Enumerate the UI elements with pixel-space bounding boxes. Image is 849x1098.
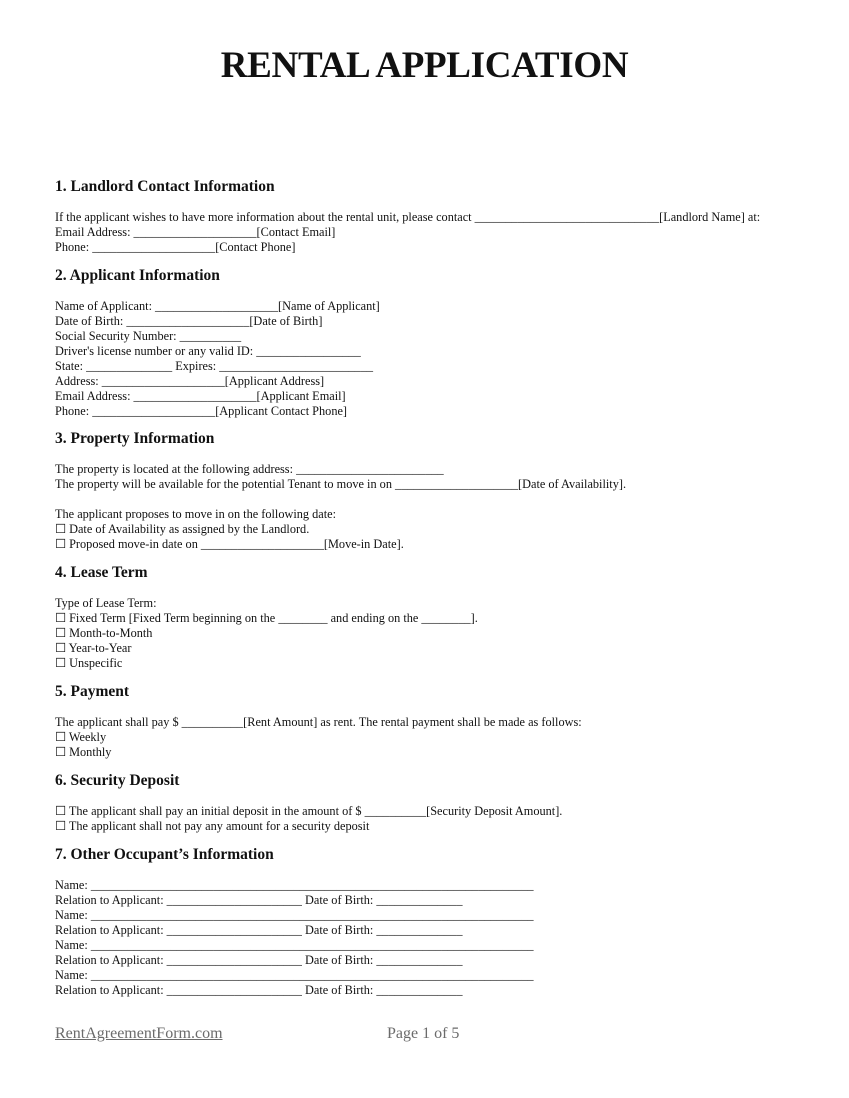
text-line: Date of Birth: ____________________[Date of Birth] bbox=[55, 314, 323, 328]
text-line: Email Address: ____________________[Applicant Email] bbox=[55, 389, 346, 403]
checkbox-option[interactable]: ☐ Weekly bbox=[55, 730, 107, 744]
section-security-deposit bbox=[55, 772, 815, 834]
section-heading: 3. Property Information bbox=[55, 430, 215, 447]
text-line: Relation to Applicant: ______________________ Date of Birth: ______________ bbox=[55, 983, 463, 997]
text-line: Name: ________________________________________________________________________ bbox=[55, 878, 534, 892]
text-line: State: ______________ Expires: _________________________ bbox=[55, 359, 373, 373]
section-heading: 1. Landlord Contact Information bbox=[55, 178, 275, 195]
checkbox-option[interactable]: ☐ Fixed Term [Fixed Term beginning on the ________ and ending on the ________]. bbox=[55, 611, 478, 625]
text-line: Email Address: ____________________[Contact Email] bbox=[55, 225, 336, 239]
section-landlord-contact bbox=[55, 178, 815, 255]
text-line: Name: ________________________________________________________________________ bbox=[55, 938, 534, 952]
section-lease-term bbox=[55, 564, 815, 671]
section-heading: 5. Payment bbox=[55, 683, 130, 700]
text-line: Address: ____________________[Applicant Address] bbox=[55, 374, 325, 388]
section-heading: 6. Security Deposit bbox=[55, 772, 180, 789]
spacer bbox=[55, 492, 815, 507]
text-line: Phone: ____________________[Applicant Contact Phone] bbox=[55, 404, 348, 418]
section-heading: 7. Other Occupant’s Information bbox=[55, 846, 274, 863]
checkbox-option[interactable]: ☐ The applicant shall not pay any amount for a security deposit bbox=[55, 819, 370, 833]
checkbox-option[interactable]: ☐ Date of Availability as assigned by the Landlord. bbox=[55, 522, 310, 536]
text-line: The property will be available for the potential Tenant to move in on ____________________[Date of Availability]. bbox=[55, 477, 627, 491]
page-number: Page 1 of 5 bbox=[387, 1025, 460, 1042]
document-title: RENTAL APPLICATION bbox=[220, 45, 629, 86]
text-line: The applicant shall pay $ __________[Rent Amount] as rent. The rental payment shall be made as follows: bbox=[55, 715, 582, 729]
checkbox-option[interactable]: ☐ Proposed move-in date on ____________________[Move-in Date]. bbox=[55, 537, 404, 551]
text-line: Social Security Number: __________ bbox=[55, 329, 242, 343]
text-line: Name of Applicant: ____________________[Name of Applicant] bbox=[55, 299, 380, 313]
section-payment bbox=[55, 683, 815, 760]
checkbox-option[interactable]: ☐ The applicant shall pay an initial deposit in the amount of $ __________[Security Deposit Amount]. bbox=[55, 804, 563, 818]
text-line: The property is located at the following address: ________________________ bbox=[55, 462, 444, 476]
text-line: Name: ________________________________________________________________________ bbox=[55, 908, 534, 922]
text-line: Relation to Applicant: ______________________ Date of Birth: ______________ bbox=[55, 893, 463, 907]
section-applicant-info bbox=[55, 267, 815, 419]
checkbox-option[interactable]: ☐ Unspecific bbox=[55, 656, 123, 670]
text-line: The applicant proposes to move in on the following date: bbox=[55, 507, 337, 521]
checkbox-option[interactable]: ☐ Month-to-Month bbox=[55, 626, 153, 640]
text-line: Driver's license number or any valid ID: _________________ bbox=[55, 344, 361, 358]
section-property-info bbox=[55, 430, 815, 552]
section-heading: 4. Lease Term bbox=[55, 564, 148, 581]
text-line: Relation to Applicant: ______________________ Date of Birth: ______________ bbox=[55, 953, 463, 967]
checkbox-option[interactable]: ☐ Monthly bbox=[55, 745, 112, 759]
checkbox-option[interactable]: ☐ Year-to-Year bbox=[55, 641, 132, 655]
text-line: Phone: ____________________[Contact Phone] bbox=[55, 240, 296, 254]
footer-site-link[interactable]: RentAgreementForm.com bbox=[55, 1025, 223, 1042]
section-other-occupants bbox=[55, 846, 815, 998]
text-line: Type of Lease Term: bbox=[55, 596, 157, 610]
text-line: Relation to Applicant: ______________________ Date of Birth: ______________ bbox=[55, 923, 463, 937]
section-heading: 2. Applicant Information bbox=[55, 267, 220, 284]
text-line: Name: ________________________________________________________________________ bbox=[55, 968, 534, 982]
text-line: If the applicant wishes to have more information about the rental unit, please contact ______________________________[Landlord Name] at: bbox=[55, 210, 761, 224]
